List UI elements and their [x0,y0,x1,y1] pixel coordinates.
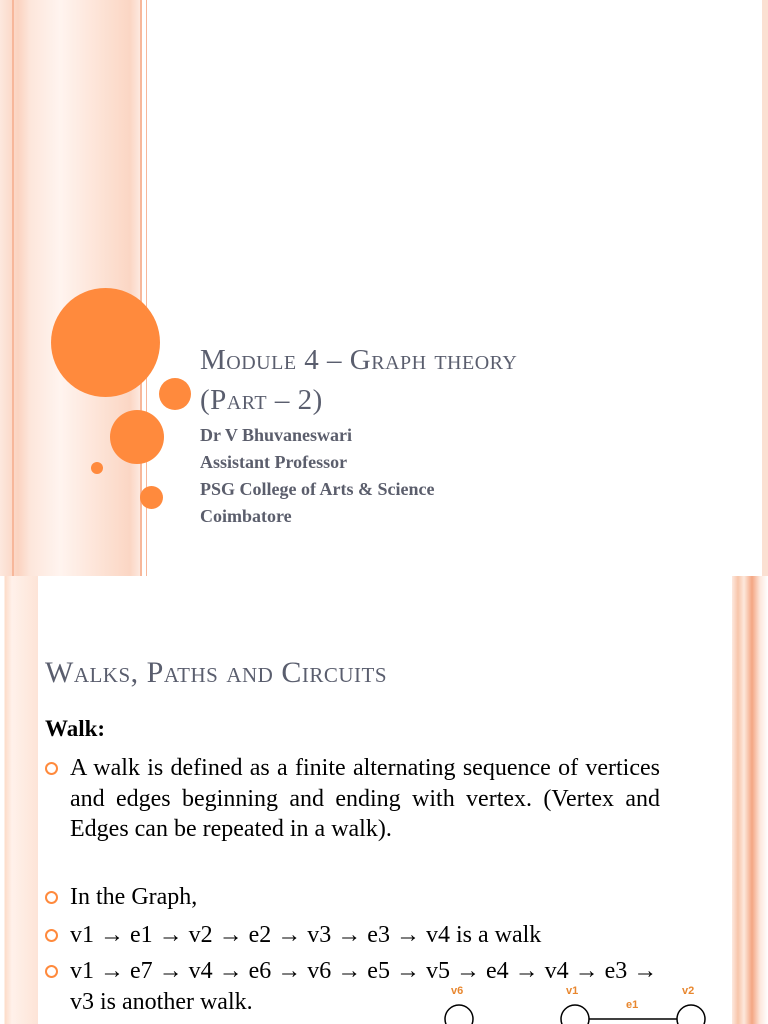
decorative-circle [140,486,163,509]
title-line-2: (Part – 2) [200,384,323,416]
vertex-v1 [561,1005,589,1024]
city-name: Coimbatore [200,506,292,526]
bullet-item [45,920,660,951]
bullet-circle-icon [45,891,58,904]
vertex-label-v1: v1 [566,985,579,997]
bullet-text: v1 → e7 → v4 → e6 → v6 → e5 → v5 → e4 → v4 → e3 → v3 is another walk. [70,958,658,1015]
decorative-circle-small [91,462,103,474]
decorative-stripe [0,576,38,1024]
graph-diagram [430,981,730,1024]
decorative-line [12,0,14,576]
title-line-1: Module 4 – Graph theory [200,344,518,376]
author-name: Dr V Bhuvaneswari [200,425,353,445]
vertex-v6 [445,1005,473,1024]
bullet-item [45,882,660,913]
graph-shapes [430,981,730,1024]
decorative-stripe [732,576,768,1024]
slide-heading: Walks, Paths and Circuits [45,656,388,689]
bullet-text: A walk is defined as a finite alternating sequence of vertices and edges beginning and ending with vertex. (Vertex and Edges can be repeated in a walk). [70,755,660,842]
bullet-text: In the Graph, [70,884,198,910]
vertex-label-v2: v2 [682,985,695,997]
decorative-stripe [0,0,140,576]
presenter-info [200,422,620,530]
author-role: Assistant Professor [200,452,348,472]
section-label: Walk: [45,716,106,741]
bullet-circle-icon [45,762,58,775]
edge-label-e1: e1 [626,999,639,1011]
bullet-text: v1 → e1 → v2 → e2 → v3 → e3 → v4 is a walk [70,922,542,948]
decorative-circle [159,378,191,410]
institution-name: PSG College of Arts & Science [200,479,435,499]
vertex-v2 [677,1005,705,1024]
bullet-item [45,753,660,845]
bullet-circle-icon [45,965,58,978]
content-slide [0,576,768,1024]
slide-title [200,340,720,420]
decorative-circle-large [51,288,160,397]
decorative-circle [110,410,164,464]
bullet-circle-icon [45,929,58,942]
decorative-edge [762,0,768,576]
vertex-label-v6: v6 [451,985,464,997]
